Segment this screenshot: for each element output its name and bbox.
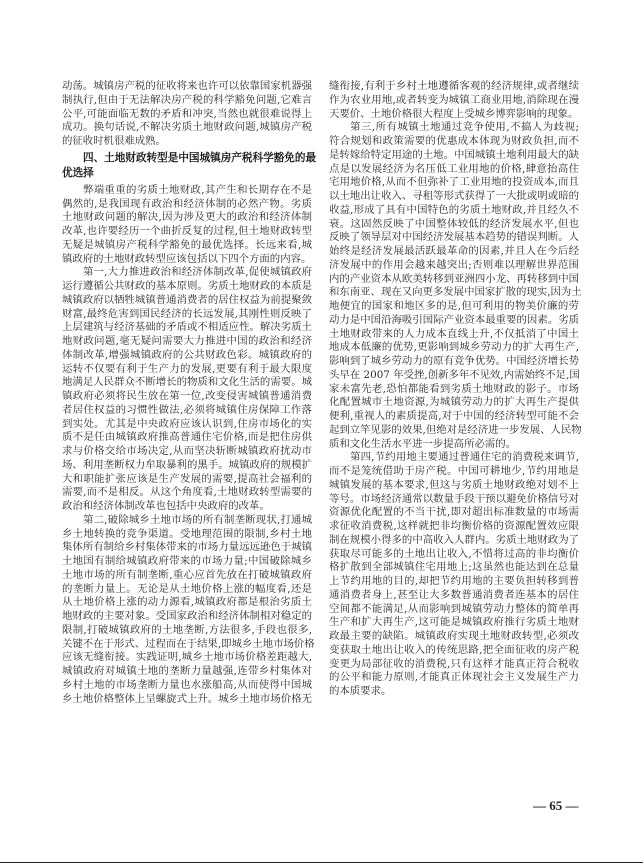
text-line: 质和文化生活水平进一步提高所必需的。 — [329, 437, 517, 450]
text-line: 土地财政问题的解决,因为涉及更大的政治和经济体制 — [62, 211, 312, 224]
text-line: 通消费者身上,甚至让大多数普通消费者连基本的居住 — [329, 588, 579, 601]
text-line: 上层建筑与经济基础的矛盾或不相适应性。解决劣质土 — [62, 321, 312, 334]
paragraph — [329, 80, 579, 121]
text-line: 土地市场的所有制垄断,重心应首先放在打破城镇政府 — [62, 568, 312, 581]
text-line: 运行遵循公共财政的基本原则。劣质土地财政的本质是 — [62, 280, 312, 292]
text-line: 偶然的,是我国现有政治和经济体制的必然产物。劣质 — [62, 197, 312, 210]
text-line: 反映了领导层对中国经济发展基本趋势的错误判断。人 — [329, 231, 579, 244]
text-line: 城镇发展的基本要求,但这与劣质土地财政绝对划不上 — [329, 478, 579, 491]
text-line: 第三,所有城镇土地通过竞争使用,不搞人为歧视; — [350, 121, 579, 134]
text-line: 收益,形成了具有中国特色的劣质土地财政,并且经久不 — [329, 203, 579, 216]
text-line: 地便宜的国家和地区多的是,但可利用的物美价廉的劳 — [329, 300, 579, 312]
text-line: 内的产业资本从欧美转移到亚洲四小龙、再转移到中国 — [329, 272, 579, 285]
text-line: 变更为局部征收的消费税,只有这样才能真正符合税收 — [329, 657, 579, 670]
text-line: 需要,而不是相反。从这个角度看,土地财政转型需要的 — [62, 486, 312, 499]
paragraph — [62, 513, 315, 707]
text-line: 第一,大力推进政治和经济体制改革,促使城镇政府 — [83, 266, 312, 279]
section-heading — [62, 151, 317, 182]
text-line: 缝衔接,有利于乡村土地遵循客观的经济规律,或者继续 — [329, 80, 579, 92]
text-line: 镇政府的土地财政转型应该包括以下四个方面的内容。 — [62, 252, 312, 265]
paragraph — [62, 184, 312, 267]
text-line: 是转嫁给特定用途的土地。中国城镇土地利用最大的缺 — [329, 148, 579, 161]
text-line: 的公平和能力原则,才能真正体现社会主义发展生产力 — [329, 671, 579, 684]
text-line: 作为农业用地,或者转变为城镇工商业用地,消除现在漫 — [329, 93, 579, 106]
text-line: 土地财政带来的人力成本直线上升,不仅抵消了中国土 — [329, 327, 579, 340]
text-line: 的本质要求。 — [329, 685, 392, 697]
text-line: 场、利用垄断权力牟取暴利的黑手。城镇政府的规模扩 — [62, 458, 312, 471]
text-line: 关键不在于形式、过程而在于结果,即城乡土地市场价格 — [62, 637, 315, 650]
bottom-rule — [0, 862, 643, 863]
text-line: 化配置城市土地资源,为城镇劳动力的扩大再生产提供 — [329, 396, 579, 409]
text-line: 优选择 — [62, 167, 94, 180]
text-line: 大和职能扩张应该是生产发展的需要,提高社会福利的 — [62, 472, 312, 485]
text-line: 运转不仅要有利于生产力的发展,更要有利于最大限度 — [62, 362, 312, 375]
text-line: 财富,最终危害到国民经济的长远发展,其刚性则反映了 — [62, 307, 312, 320]
text-line: 家未富先老,恐怕都能看到劣质土地财政的影子。市场 — [329, 382, 579, 395]
text-line: 政最主要的缺陷。城镇政府实现土地财政转型,必须改 — [329, 630, 579, 642]
text-line: 从土地价格上涨的动力源看,城镇政府都是根治劣质土 — [62, 596, 312, 609]
page-number: — 65 — — [533, 798, 579, 813]
left-column — [62, 80, 317, 706]
right-column — [329, 80, 582, 699]
paragraph — [62, 266, 312, 514]
text-line: 资源优化配置的不当干扰,即对超出标准数量的市场需 — [329, 506, 579, 519]
paragraph — [62, 80, 312, 149]
text-line: 城镇政府以牺牲城镇普通消费者的居住权益为前提聚敛 — [62, 293, 312, 306]
text-line: 衰。这固然反映了中国整体较低的经济发展水平,但也 — [329, 217, 579, 230]
text-line: 空间都不能满足,从而影响到城镇劳动力整体的简单再 — [329, 602, 579, 615]
text-line: 点是以发展经济为名压低工业用地的价格,肆意抬高住 — [329, 162, 579, 175]
text-line: 到实处。尤其是中央政府应该认识到,住房市场化的实 — [62, 417, 312, 430]
text-line: 成功。换句话说,不解决劣质土地财政问题,城镇房产税 — [62, 121, 312, 134]
text-line: 乡土地转换的竞争渠道。受地理范围的限制,乡村土地 — [62, 527, 312, 540]
text-line: 求与价格交给市场决定,从而坚决斩断城镇政府扰动市 — [62, 445, 312, 457]
text-line: 的征收时机很难成熟。 — [62, 135, 166, 147]
text-line: 改革,也许要经历一个曲折反复的过程,但土地财政转型 — [62, 225, 312, 237]
text-line: 城镇政府对城镇土地的垄断力量越强,连带乡村集体对 — [62, 665, 312, 677]
text-line: 头早在 2007 年受挫,创新多年不见效,内需始终不足,国 — [329, 368, 580, 381]
text-line: 地财政问题,毫无疑问需要大力推进中国的政治和经济 — [62, 335, 312, 347]
text-line: 上节约用地的目的,却把节约用地的主要负担转移到普 — [329, 575, 579, 587]
text-line: 弊端重重的劣质土地财政,其产生和长期存在不是 — [83, 183, 312, 196]
text-line: 济发展中的作用会越来越突出;否则难以理解世界范围 — [329, 258, 579, 271]
text-line: 变获取土地出让收入的传统思路,把全面征收的房产税 — [329, 643, 579, 656]
text-line: 乡村土地的市场垄断力量也水涨船高,从而使得中国城 — [62, 678, 312, 691]
text-line: 的垄断力量上。无论是从土地价格上涨的幅度看,还是 — [62, 582, 312, 595]
text-line: 地财政的主要对象。受国家政治和经济体制相对稳定的 — [62, 610, 312, 622]
text-line: 政治和经济体制改革也包括中央政府的改革。 — [62, 500, 270, 512]
text-line: 便利,重视人的素质提高,对于中国的经济转型可能不会 — [329, 410, 579, 422]
text-line: 动荡。城镇房产税的征收将来也许可以依靠国家机器强 — [62, 80, 312, 92]
text-line: 乡土地价格整体上呈螺旋式上升。城乡土地市场价格无 — [62, 692, 312, 705]
text-line: 以土地出让收入、寻租等形式获得了一大批或明或暗的 — [329, 190, 579, 202]
text-line: 始终是经济发展最活跃最革命的因素,并且人在今后经 — [329, 245, 579, 257]
text-line: 影响到了城乡劳动力的原有竞争优势。中国经济增长势 — [329, 355, 579, 367]
text-line: 限制,打破城镇政府的土地垄断,方法很多,手段也很多, — [62, 623, 312, 636]
paragraph — [329, 121, 582, 451]
text-line: 而不是笼统借助于房产税。中国可耕地少,节约用地是 — [329, 465, 579, 477]
text-line: 第二,破除城乡土地市场的所有制垄断现状,打通城 — [83, 513, 312, 526]
text-line: 获取尽可能多的土地出让收入,不惜将过高的非均衡价 — [329, 547, 579, 560]
text-line: 天要价、土地价格很大程度上受城乡博弈影响的现象。 — [329, 107, 579, 120]
text-line: 生产和扩大再生产,这可能是城镇政府推行劣质土地财 — [329, 616, 579, 629]
text-line: 等号。市场经济通常以数量手段干预以避免价格信号对 — [329, 492, 579, 505]
text-line: 和东南亚、现在又向更多发展中国家扩散的现实,因为土 — [329, 286, 582, 299]
text-line: 地成本低廉的优势,更影响到城乡劳动力的扩大再生产, — [329, 341, 579, 354]
paragraph — [329, 451, 579, 699]
text-line: 集体所有制给乡村集体带来的市场力量远远逊色于城镇 — [62, 541, 312, 554]
text-line: 镇政府必须将民生放在第一位,改变侵害城镇普通消费 — [62, 390, 312, 402]
text-line: 质不是任由城镇政府推高普通住宅价格,而是把住房供 — [62, 431, 312, 444]
text-line: 起到立竿见影的效果,但绝对是经济进一步发展、人民物 — [329, 423, 582, 436]
text-line: 符合规划和政策需要的优惠成本体现为财政负担,而不 — [329, 135, 579, 147]
text-line: 者居住权益的习惯性做法,必须将城镇住房保障工作落 — [62, 403, 312, 416]
text-line: 宅用地价格,从而不但弥补了工业用地的投资成本,而且 — [329, 176, 579, 189]
text-line: 四、土地财政转型是中国城镇房产税科学豁免的最 — [83, 151, 317, 164]
text-line: 制执行,但由于无法解决房产税的科学豁免问题,它难言 — [62, 93, 312, 106]
text-line: 格扩散到全部城镇住宅用地上;这虽然也能达到在总量 — [329, 561, 579, 574]
text-line: 公平,可能面临无数的矛盾和冲突,当然也就很难说得上 — [62, 107, 312, 120]
text-line: 第四,节约用地主要通过普通住宅的消费税来调节, — [350, 451, 579, 464]
text-line: 求征收消费税,这样就把非均衡价格的资源配置效应限 — [329, 520, 579, 532]
text-line: 无疑是城镇房产税科学豁免的最优选择。长远来看,城 — [62, 238, 312, 251]
text-line: 地满足人民群众不断增长的物质和文化生活的需要。城 — [62, 376, 312, 389]
text-line: 应该无缝衔接。实践证明,城乡土地市场价格差距越大, — [62, 651, 312, 664]
text-line: 制在规模小得多的中高收入人群内。劣质土地财政为了 — [329, 533, 579, 546]
text-line: 体制改革,增强城镇政府的公共财政色彩。城镇政府的 — [62, 348, 312, 361]
text-line: 土地国有制给城镇政府带来的市场力量;中国破除城乡 — [62, 555, 312, 567]
text-line: 动力是中国沿海吸引国际产业资本最重要的因素。劣质 — [329, 313, 579, 326]
